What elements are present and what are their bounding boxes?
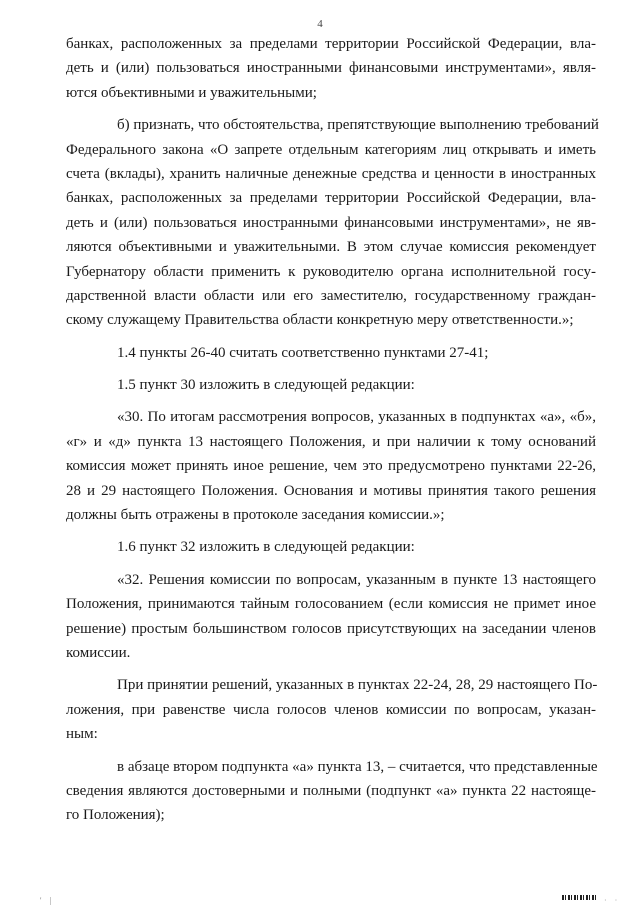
text-line: ным: [66,726,98,743]
text-line: комиссии. [66,644,131,661]
text-line: Губернатору области применить к руководителю органа исполнительной госу- [66,263,596,280]
scan-barcode-artifact [562,895,598,900]
text-line: «г» и «д» пункта 13 настоящего Положения, и при наличии к тому оснований [66,433,596,450]
scan-artifact-mark: ' | [40,896,55,905]
text-line: 1.5 пункт 30 изложить в следующей редакции: [117,377,415,394]
text-line: «30. По итогам рассмотрения вопросов, указанных в подпунктах «а», «б», [117,409,596,426]
text-line: деть и (или) пользоваться иностранными финансовыми инструментами», явля- [66,60,596,77]
page-number: 4 [317,18,323,30]
text-line: счета (вклады), хранить наличные денежные средства и ценности в иностранных [66,165,596,182]
text-line: ложения, при равенстве числа голосов членов комиссии по вопросам, указан- [66,701,596,718]
scan-artifact-mark: · · [604,896,621,905]
text-line: банках, расположенных за пределами территории Российской Федерации, вла- [66,190,596,207]
text-line: ляются объективными и уважительными. В этом случае комиссия рекомендует [66,239,596,256]
text-line: сведения являются достоверными и полными (подпункт «а» пункта 22 настояще- [66,782,596,799]
text-line: деть и (или) пользоваться иностранными финансовыми инструментами», не яв- [66,214,596,231]
text-line: При принятии решений, указанных в пунктах 22-24, 28, 29 настоящего По- [117,677,598,694]
text-line: го Положения); [66,807,165,824]
text-line: 1.6 пункт 32 изложить в следующей редакции: [117,539,415,556]
text-line: ются объективными и уважительными; [66,84,317,101]
text-line: Положения, принимаются тайным голосованием (если комиссия не примет иное [66,596,596,613]
text-line: должны быть отражены в протоколе заседания комиссии.»; [66,507,445,524]
text-line: банках, расположенных за пределами территории Российской Федерации, вла- [66,36,596,52]
text-line: комиссия может принять иное решение, чем это предусмотрено пунктами 22-26, [66,458,596,475]
document-body [66,32,599,828]
text-line: решение) простым большинством голосов присутствующих на заседании членов [66,620,596,637]
text-line: в абзаце втором подпункта «а» пункта 13, – считается, что представленные [117,758,598,775]
text-line: 28 и 29 настоящего Положения. Основания и мотивы принятия такого решения [66,482,596,499]
text-line: скому служащему Правительства области конкретную меру ответственности.»; [66,312,574,329]
text-line: Федерального закона «О запрете отдельным категориям лиц открывать и иметь [66,141,596,158]
text-line: «32. Решения комиссии по вопросам, указанным в пункте 13 настоящего [117,571,596,588]
text-line: 1.4 пункты 26-40 считать соответственно пунктами 27-41; [117,344,489,361]
text-line: дарственной власти области или его заместителю, государственному граждан- [66,287,596,304]
text-line: б) признать, что обстоятельства, препятствующие выполнению требований [117,117,599,134]
